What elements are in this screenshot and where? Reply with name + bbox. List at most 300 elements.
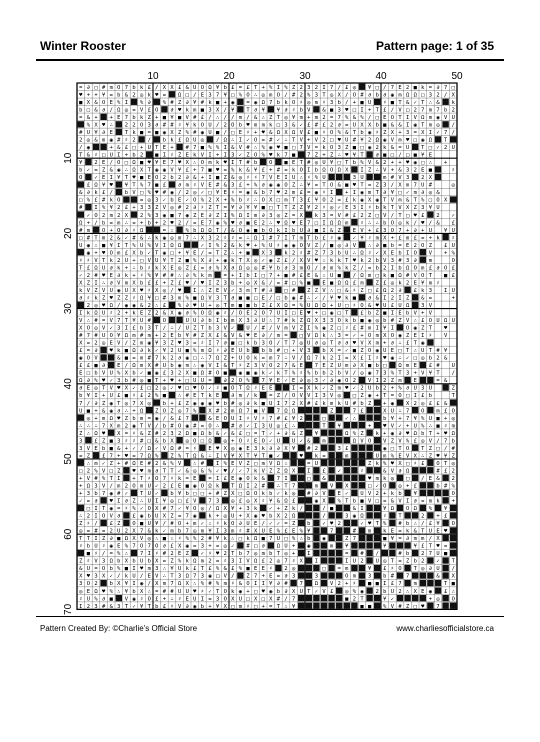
stitch-symbol: = (101, 318, 106, 325)
stitch-symbol: T (436, 370, 440, 377)
stitch-symbol: % (337, 130, 341, 137)
stitch-symbol: 2 (200, 536, 205, 543)
stitch-symbol: & (398, 167, 402, 174)
stitch-symbol: # (398, 257, 402, 264)
stitch-symbol: U (352, 122, 357, 129)
stitch-symbol: Ω (185, 573, 189, 580)
stitch-symbol: V (428, 250, 433, 257)
stitch-symbol: T (428, 325, 433, 332)
stitch-symbol: U (405, 145, 410, 152)
filled-stitch (359, 445, 365, 451)
stitch-symbol: 2 (284, 190, 288, 197)
stitch-symbol: ♯ (246, 130, 250, 137)
filled-stitch (321, 595, 327, 601)
filled-stitch (328, 535, 334, 541)
stitch-symbol: 3 (185, 340, 189, 347)
filled-stitch (359, 377, 365, 383)
stitch-symbol: # (162, 122, 167, 129)
stitch-symbol: X (215, 107, 220, 114)
stitch-symbol: T (428, 430, 433, 437)
stitch-symbol: I (147, 551, 151, 558)
stitch-symbol: T (322, 182, 326, 189)
stitch-symbol: T (124, 603, 129, 610)
stitch-symbol: b (352, 498, 357, 505)
stitch-symbol: □ (185, 378, 189, 385)
stitch-symbol: ■ (443, 551, 448, 558)
stitch-symbol: b (436, 483, 440, 490)
stitch-symbol: Z (185, 400, 189, 407)
stitch-symbol: # (451, 445, 455, 452)
stitch-symbol: I (253, 423, 258, 430)
stitch-symbol: I (405, 498, 410, 505)
stitch-symbol: □ (238, 340, 243, 347)
stitch-symbol: ✓ (109, 573, 113, 580)
stitch-symbol: ■ (390, 99, 395, 106)
stitch-symbol: # (345, 212, 349, 219)
stitch-symbol: m (337, 385, 341, 392)
stitch-symbol: 2 (177, 370, 182, 377)
stitch-symbol: / (177, 325, 182, 332)
stitch-symbol: ∴ (246, 235, 250, 242)
stitch-symbol: ✓ (436, 145, 440, 152)
stitch-symbol: % (185, 130, 189, 137)
stitch-symbol: £ (360, 310, 364, 317)
filled-stitch (78, 414, 84, 420)
stitch-symbol: k (200, 272, 205, 279)
stitch-symbol: = (390, 393, 395, 400)
stitch-symbol: b (177, 333, 182, 340)
stitch-symbol: ◎ (337, 393, 341, 400)
stitch-symbol: + (238, 280, 243, 287)
stitch-symbol: = (398, 536, 402, 543)
stitch-symbol: & (162, 310, 167, 317)
stitch-symbol: ♥ (86, 573, 91, 580)
stitch-symbol: Ω (405, 468, 410, 475)
stitch-symbol: + (367, 227, 372, 234)
stitch-symbol: 2 (147, 303, 151, 309)
stitch-symbol: ◎ (451, 415, 455, 422)
stitch-symbol: □ (375, 115, 379, 121)
stitch-symbol: V (337, 212, 341, 219)
stitch-symbol: ◉ (132, 303, 136, 309)
stitch-symbol: U (322, 160, 326, 167)
stitch-symbol: T (170, 257, 174, 264)
stitch-symbol: = (79, 453, 83, 460)
stitch-symbol: & (421, 295, 425, 302)
stitch-symbol: 3 (367, 573, 372, 580)
stitch-symbol: Z (147, 310, 151, 317)
stitch-symbol: U (276, 536, 281, 543)
stitch-symbol: 2 (413, 107, 417, 114)
stitch-symbol: b (253, 303, 258, 309)
stitch-symbol: 2 (223, 551, 227, 558)
stitch-symbol: V (231, 333, 235, 340)
stitch-symbol: U (360, 175, 364, 182)
stitch-symbol: Z (215, 280, 220, 287)
stitch-symbol: = (94, 566, 98, 573)
stitch-symbol: = (132, 453, 136, 460)
stitch-symbol: ♯ (223, 558, 227, 565)
stitch-symbol: U (177, 348, 182, 355)
stitch-symbol: I (428, 130, 433, 137)
filled-stitch (298, 475, 304, 481)
stitch-symbol: □ (193, 355, 197, 362)
stitch-symbol: ∴ (147, 588, 151, 595)
stitch-symbol: + (200, 175, 205, 182)
stitch-symbol: U (124, 287, 129, 294)
stitch-symbol: I (238, 558, 243, 565)
stitch-symbol: 2 (117, 205, 121, 212)
stitch-symbol: = (337, 348, 341, 355)
stitch-symbol: m (246, 287, 250, 294)
stitch-symbol: k (291, 167, 296, 174)
stitch-symbol: ¥ (307, 205, 311, 212)
stitch-symbol: £ (443, 588, 448, 595)
stitch-symbol: ∴ (421, 453, 425, 460)
stitch-symbol: U (329, 272, 334, 279)
stitch-symbol: ◎ (253, 257, 258, 264)
stitch-symbol: b (132, 370, 136, 377)
stitch-symbol: U (139, 242, 144, 249)
stitch-symbol: b (124, 378, 129, 385)
filled-stitch (298, 422, 304, 428)
stitch-symbol: 2 (383, 378, 387, 385)
stitch-symbol: ◉ (246, 190, 250, 197)
stitch-symbol: ¥ (109, 205, 113, 212)
stitch-symbol: U (345, 137, 349, 144)
stitch-symbol: T (360, 182, 364, 189)
stitch-symbol: & (307, 438, 311, 445)
stitch-symbol: k (177, 475, 182, 482)
stitch-symbol: T (307, 588, 311, 595)
stitch-symbol: X (170, 130, 174, 137)
stitch-symbol: X (101, 573, 106, 580)
stitch-symbol: 3 (269, 250, 273, 257)
stitch-symbol: Ω (443, 318, 448, 325)
stitch-symbol: 7 (307, 152, 311, 159)
stitch-symbol: Z (109, 460, 113, 467)
stitch-symbol: ♥ (443, 430, 448, 437)
stitch-symbol: ■ (246, 370, 250, 377)
stitch-symbol: X (269, 596, 273, 603)
stitch-symbol: ∴ (413, 521, 417, 528)
stitch-symbol: ∂ (185, 99, 189, 106)
stitch-symbol: 2 (94, 581, 98, 588)
filled-stitch (116, 181, 122, 187)
stitch-symbol: % (307, 370, 311, 377)
stitch-symbol: ♥ (352, 340, 357, 347)
stitch-symbol: T (231, 551, 235, 558)
stitch-symbol: I (322, 220, 326, 227)
stitch-symbol: 7 (185, 513, 189, 520)
stitch-symbol: ◉ (231, 99, 235, 106)
stitch-symbol: m (139, 340, 144, 347)
row-label: 20 (63, 227, 74, 239)
stitch-symbol: % (299, 528, 303, 535)
stitch-symbol: O (162, 408, 167, 415)
stitch-symbol: k (352, 197, 357, 204)
stitch-symbol: V (367, 378, 372, 385)
stitch-symbol: Ω (94, 265, 98, 272)
stitch-symbol: / (215, 137, 220, 144)
stitch-symbol: ¥ (124, 581, 129, 588)
stitch-symbol: £ (383, 566, 387, 573)
stitch-symbol: ✓ (299, 438, 303, 445)
filled-stitch (275, 287, 281, 293)
stitch-symbol: k (253, 393, 258, 400)
filled-stitch (359, 482, 365, 488)
stitch-symbol: % (261, 145, 265, 152)
filled-stitch (412, 445, 418, 451)
stitch-symbol: = (208, 250, 212, 257)
stitch-symbol: ¥ (124, 588, 129, 595)
filled-stitch (328, 445, 334, 451)
stitch-symbol: X (299, 257, 303, 264)
stitch-symbol: ∂ (185, 303, 189, 309)
filled-stitch (131, 550, 137, 556)
filled-stitch (351, 166, 357, 172)
filled-stitch (359, 422, 365, 428)
stitch-symbol: ✓ (238, 152, 243, 159)
stitch-symbol: T (307, 235, 311, 242)
stitch-symbol: m (139, 483, 144, 490)
stitch-symbol: O (390, 333, 395, 340)
stitch-symbol: m (200, 528, 205, 535)
stitch-symbol: □ (86, 107, 91, 114)
stitch-symbol: # (436, 363, 440, 370)
stitch-symbol: 3 (405, 130, 410, 137)
stitch-symbol: 3 (208, 235, 212, 242)
stitch-symbol: # (79, 227, 83, 234)
stitch-symbol: ∂ (147, 99, 151, 106)
stitch-symbol: I (261, 235, 265, 242)
stitch-symbol: ¥ (269, 581, 273, 588)
stitch-symbol: T (238, 160, 243, 167)
stitch-symbol: ◎ (215, 303, 220, 309)
stitch-symbol: X (345, 483, 349, 490)
stitch-symbol: X (79, 573, 83, 580)
stitch-symbol: ✓ (246, 137, 250, 144)
stitch-symbol: Z (246, 152, 250, 159)
stitch-symbol: ¥ (383, 325, 387, 332)
stitch-symbol: X (253, 596, 258, 603)
stitch-symbol: % (155, 453, 159, 460)
stitch-symbol: O (139, 543, 144, 550)
stitch-symbol: ♯ (352, 287, 357, 294)
stitch-symbol: 7 (215, 92, 220, 99)
stitch-symbol: b (253, 160, 258, 167)
filled-stitch (450, 527, 456, 533)
stitch-symbol: b (383, 318, 387, 325)
stitch-symbol: O (200, 84, 205, 91)
stitch-symbol: O (413, 250, 417, 257)
stitch-symbol: % (291, 370, 296, 377)
stitch-symbol: = (284, 333, 288, 340)
stitch-symbol: V (101, 468, 106, 475)
stitch-symbol: ♯ (261, 498, 265, 505)
filled-stitch (359, 242, 365, 248)
stitch-symbol: Ω (337, 167, 341, 174)
stitch-symbol: U (451, 363, 455, 370)
stitch-symbol: 7 (139, 528, 144, 535)
stitch-symbol: □ (421, 160, 425, 167)
stitch-symbol: ◎ (193, 528, 197, 535)
stitch-symbol: Z (170, 340, 174, 347)
stitch-symbol: / (246, 393, 250, 400)
stitch-symbol: ◎ (398, 220, 402, 227)
stitch-symbol: 3 (79, 581, 83, 588)
stitch-symbol: O (269, 340, 273, 347)
stitch-symbol: ♯ (451, 167, 455, 174)
stitch-symbol: V (428, 310, 433, 317)
stitch-symbol: # (352, 400, 357, 407)
stitch-symbol: ◉ (246, 227, 250, 234)
stitch-symbol: 7 (177, 212, 182, 219)
stitch-symbol: O (193, 506, 197, 513)
stitch-symbol: b (94, 491, 98, 497)
stitch-symbol: Z (101, 400, 106, 407)
stitch-symbol: O (451, 491, 455, 497)
stitch-symbol: ∴ (307, 295, 311, 302)
stitch-symbol: ♥ (269, 152, 273, 159)
stitch-symbol: O (246, 475, 250, 482)
stitch-symbol: ✓ (223, 430, 227, 437)
stitch-symbol: % (94, 378, 98, 385)
stitch-symbol: □ (413, 603, 417, 610)
stitch-symbol: ♯ (238, 363, 243, 370)
stitch-symbol: I (223, 145, 227, 152)
stitch-symbol: 7 (101, 491, 106, 497)
stitch-symbol: ◎ (291, 566, 296, 573)
filled-stitch (427, 512, 433, 518)
stitch-symbol: ■ (215, 175, 220, 182)
stitch-symbol: ◉ (162, 250, 167, 257)
stitch-symbol: £ (443, 242, 448, 249)
stitch-symbol: □ (253, 543, 258, 550)
stitch-symbol: I (291, 385, 296, 392)
stitch-symbol: Z (383, 130, 387, 137)
stitch-symbol: 7 (170, 581, 174, 588)
stitch-symbol: 3 (117, 325, 121, 332)
stitch-symbol: + (383, 430, 387, 437)
stitch-symbol: E (413, 378, 417, 385)
stitch-symbol: U (124, 257, 129, 264)
stitch-symbol: m (314, 99, 319, 106)
stitch-symbol: ♥ (139, 468, 144, 475)
stitch-symbol: # (276, 348, 281, 355)
stitch-symbol: ∴ (124, 220, 129, 227)
stitch-symbol: = (314, 145, 319, 152)
stitch-symbol: ∴ (101, 280, 106, 287)
stitch-symbol: ∂ (177, 182, 182, 189)
stitch-symbol: 3 (101, 558, 106, 565)
stitch-symbol: E (307, 272, 311, 279)
stitch-symbol: + (193, 167, 197, 174)
filled-stitch (275, 565, 281, 571)
stitch-symbol: T (155, 145, 159, 152)
stitch-symbol: + (405, 423, 410, 430)
stitch-symbol: T (413, 566, 417, 573)
stitch-symbol: # (284, 280, 288, 287)
stitch-symbol: E (238, 130, 243, 137)
stitch-symbol: E (269, 573, 273, 580)
stitch-symbol: ∂ (185, 310, 189, 317)
stitch-symbol: + (162, 596, 167, 603)
stitch-symbol: X (155, 287, 159, 294)
stitch-symbol: ¥ (139, 603, 144, 610)
stitch-symbol: ∴ (200, 287, 205, 294)
filled-stitch (336, 414, 342, 420)
stitch-symbol: k (193, 122, 197, 129)
stitch-symbol: k (253, 475, 258, 482)
stitch-symbol: # (299, 295, 303, 302)
stitch-symbol: ✓ (451, 212, 455, 219)
stitch-symbol: 2 (109, 528, 113, 535)
stitch-symbol: E (261, 566, 265, 573)
stitch-symbol: □ (147, 385, 151, 392)
stitch-symbol: m (238, 115, 243, 121)
stitch-symbol: # (360, 325, 364, 332)
filled-stitch (442, 557, 448, 563)
stitch-symbol: k (238, 167, 243, 174)
stitch-symbol: % (428, 506, 433, 513)
stitch-symbol: T (170, 573, 174, 580)
stitch-symbol: & (86, 152, 91, 159)
stitch-symbol: ♯ (375, 130, 379, 137)
stitch-symbol: Z (117, 295, 121, 302)
stitch-symbol: V (223, 573, 227, 580)
stitch-symbol: = (208, 475, 212, 482)
stitch-symbol: E (231, 475, 235, 482)
stitch-symbol: □ (238, 536, 243, 543)
stitch-symbol: + (291, 543, 296, 550)
stitch-symbol: b (117, 558, 121, 565)
stitch-symbol: ∂ (155, 468, 159, 475)
stitch-symbol: T (276, 205, 281, 212)
stitch-symbol: Ω (451, 430, 455, 437)
stitch-symbol: I (383, 295, 387, 302)
stitch-symbol: U (383, 348, 387, 355)
filled-stitch (366, 505, 372, 511)
stitch-symbol: £ (238, 182, 243, 189)
stitch-symbol: Ω (284, 408, 288, 415)
stitch-symbol: ∴ (208, 453, 212, 460)
stitch-symbol: £ (421, 212, 425, 219)
filled-stitch (389, 550, 395, 556)
filled-stitch (397, 542, 403, 548)
stitch-symbol: I (375, 325, 379, 332)
stitch-symbol: Z (428, 445, 433, 452)
filled-stitch (237, 542, 243, 548)
filled-stitch (169, 317, 175, 323)
stitch-symbol: ∴ (322, 272, 326, 279)
filled-stitch (442, 384, 448, 390)
stitch-symbol: ◎ (398, 483, 402, 490)
stitch-symbol: ◉ (79, 355, 83, 362)
stitch-symbol: 7 (185, 415, 189, 422)
stitch-symbol: ∂ (208, 257, 212, 264)
stitch-symbol: m (345, 220, 349, 227)
stitch-symbol: T (79, 265, 83, 272)
stitch-symbol: Z (398, 318, 402, 325)
stitch-symbol: 3 (329, 99, 334, 106)
stitch-symbol: ∂ (162, 543, 167, 550)
stitch-symbol: T (200, 325, 205, 332)
stitch-symbol: V (360, 227, 364, 234)
stitch-symbol: 7 (291, 596, 296, 603)
stitch-symbol: = (185, 475, 189, 482)
filled-stitch (412, 174, 418, 180)
